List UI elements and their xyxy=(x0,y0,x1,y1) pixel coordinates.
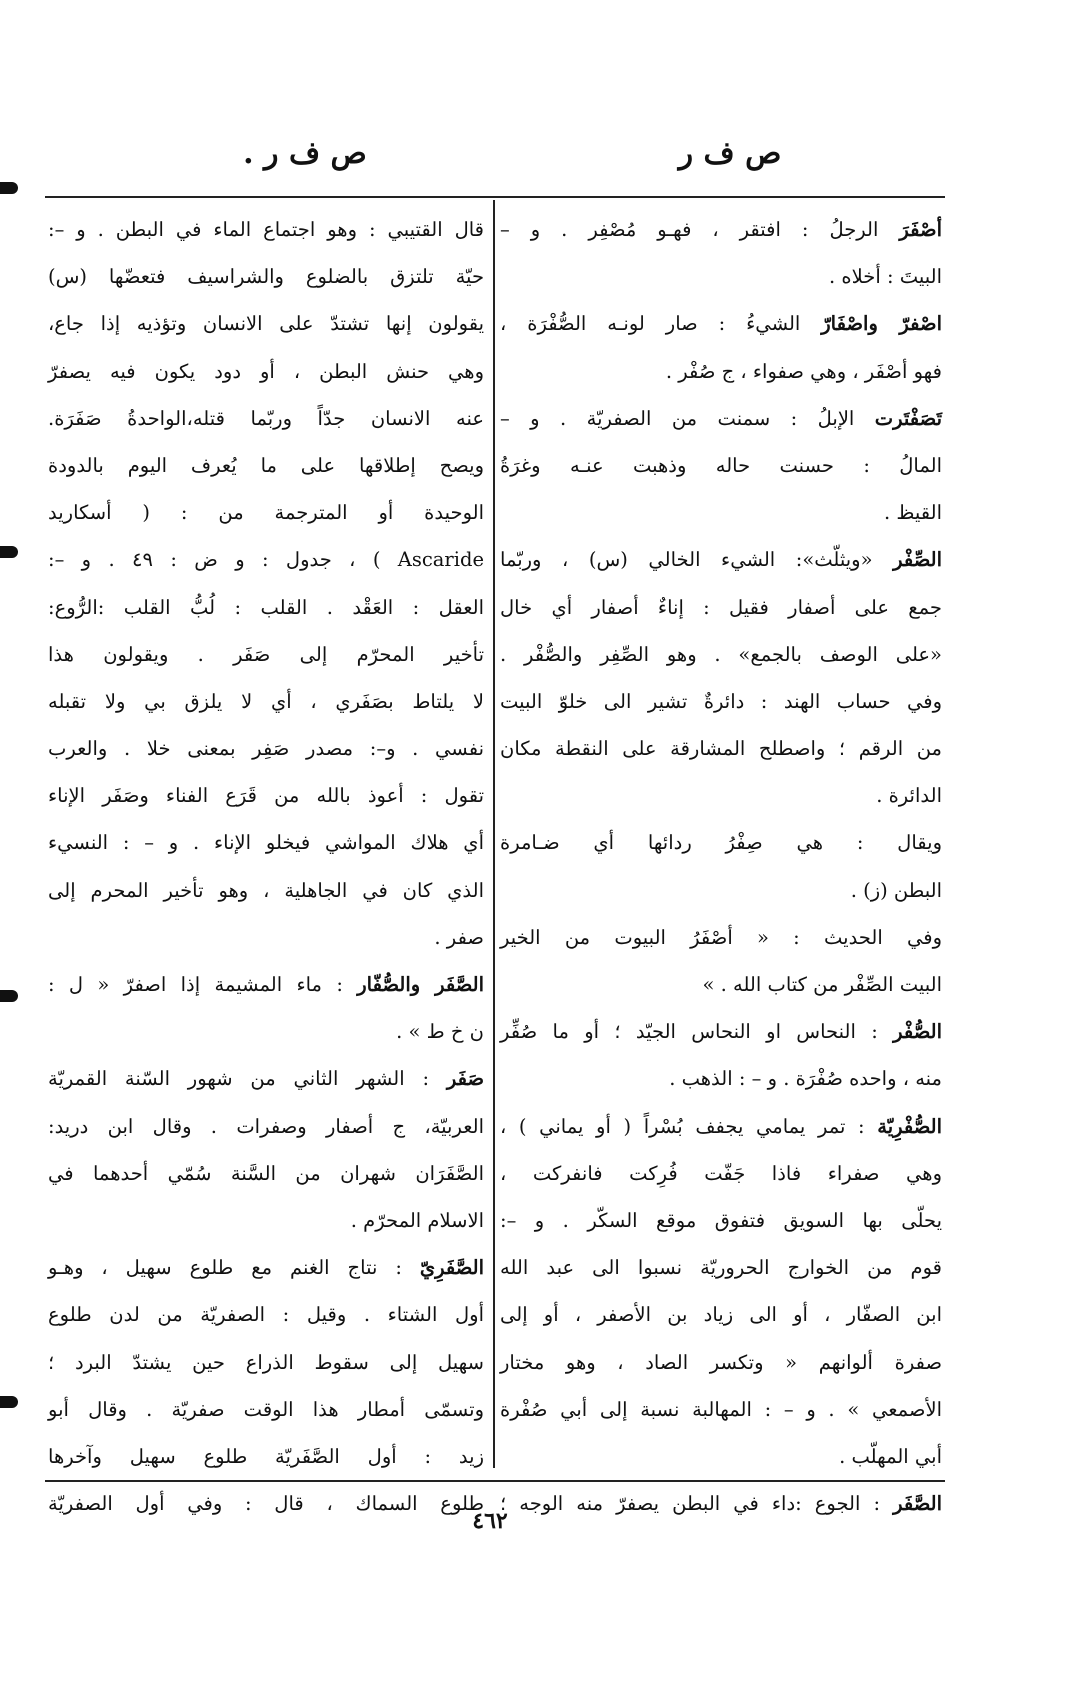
text-line xyxy=(48,206,484,253)
line-text: : ماء المشيمة إذا اصفرّ « ل : xyxy=(48,973,343,996)
line-text: الشيءُ : صار لونـه الصُّفْرَة ، xyxy=(500,312,801,336)
text-line xyxy=(500,395,942,442)
line-text: الصَّفَرَان شهران من السَّنة سُمّي أحدهما في xyxy=(48,1161,484,1185)
text-line xyxy=(500,1055,942,1102)
line-text: زيد : أول الصَّفَريّة طلوع سهيل وآخرها xyxy=(48,1444,484,1468)
line-text: وفي حساب الهند : دائرةٌ تشير الى خلوّ البيت xyxy=(500,689,942,713)
line-text: ابن الصفّار ، أو الى زياد بن الأصفر ، أو إلى xyxy=(500,1303,942,1327)
line-text: الذي كان في الجاهلية ، وهو تأخير المحرم إلى xyxy=(48,878,484,902)
header-root-left: ص ف ر . xyxy=(243,136,367,171)
text-line xyxy=(500,1008,942,1055)
page-number: ٤٦٢ xyxy=(472,1508,508,1534)
line-text: قال القتيبي : وهو اجتماع الماء في البطن . و –: xyxy=(48,218,484,241)
header-root-right: ص ف ر xyxy=(678,136,782,171)
line-text: العقل : العَقْد . القلب : لُبُّ القلب :الرُّوع: xyxy=(48,595,484,619)
margin-tab-mark xyxy=(0,1396,18,1408)
line-text: صفرة ألوانهم « وتكسر الصاد ، وهو مختار xyxy=(500,1350,942,1374)
entry-headword: اصْفرّ واصْفَارّ xyxy=(821,312,942,336)
text-line xyxy=(48,395,484,442)
text-line xyxy=(48,1055,484,1102)
text-line xyxy=(48,1339,484,1386)
line-text: طلوع السماك ، قال : وفي أول الصفريّة xyxy=(48,1492,484,1516)
line-text: : الجوع :داء في البطن يصفرّ منه الوجه ؛ xyxy=(500,1492,881,1516)
text-line xyxy=(500,867,942,914)
line-text: : الشهر الثاني من شهور السّنة القمريّة xyxy=(48,1067,430,1091)
line-text: صفر . xyxy=(434,925,484,949)
text-line xyxy=(48,725,484,772)
text-line xyxy=(500,536,942,583)
line-text: Ascaride ) ، جدول : و ض : ٤٩ . و –: xyxy=(48,548,485,572)
text-line xyxy=(48,348,484,395)
line-text: الوحيدة أو المترجمة من : ( أسكاريد xyxy=(48,501,484,525)
text-line xyxy=(48,961,484,1008)
text-line xyxy=(500,772,942,819)
line-text: قوم من الخوارج الحروريّة نسبوا الى عبد الله xyxy=(500,1256,942,1280)
text-line xyxy=(48,631,484,678)
text-line xyxy=(500,442,942,489)
text-line xyxy=(48,914,484,961)
line-text: تأخير المحرّم إلى صَفَر . ويقولون هذا xyxy=(48,642,484,666)
text-line xyxy=(48,1433,484,1480)
line-text: سهيل إلى سقوط الذراع حين يشتدّ البرد ؛ xyxy=(48,1350,484,1374)
right-column xyxy=(500,206,943,1516)
line-text: وهي صفراء فاذا جَفّت فُرِكت فانفركت ، xyxy=(500,1161,942,1185)
line-text: وهي حنش البطن ، أو دود يكون فيه يصفرّ xyxy=(48,359,484,383)
text-line xyxy=(48,819,484,866)
text-line xyxy=(48,1150,484,1197)
text-line xyxy=(48,1008,484,1055)
line-text: القيظ . xyxy=(883,501,942,525)
line-text: العربيّة، ج أصفار وصفرات . وقال ابن دريد: xyxy=(48,1114,484,1138)
line-text: من الرقم ؛ واصطلح المشارقة على النقطة مكان xyxy=(500,737,942,761)
text-line xyxy=(48,1244,484,1291)
text-line xyxy=(500,489,942,536)
text-line xyxy=(500,819,942,866)
text-line xyxy=(48,678,484,725)
line-text: البيتَ : أخلاه . xyxy=(829,265,942,289)
text-line xyxy=(48,253,484,300)
text-line xyxy=(500,348,942,395)
text-line xyxy=(48,1103,484,1150)
text-line xyxy=(500,1103,942,1150)
line-text: منه ، واحده صُفْرَة . و – : الذهب . xyxy=(669,1067,942,1091)
line-text: : تمر يمامي يجفف بُسْراً ( أو يماني ) ، xyxy=(500,1114,865,1138)
text-line xyxy=(48,1480,484,1527)
text-line xyxy=(48,489,484,536)
entry-headword: الصَّفَر xyxy=(893,1492,942,1516)
margin-tab-mark xyxy=(0,990,18,1002)
text-line xyxy=(500,1433,942,1480)
line-text: «ويثلّث»: الشيء الخالي (س) ، وربّما xyxy=(500,548,873,572)
text-line xyxy=(500,1291,942,1338)
line-text: الإبلُ : سمنت من الصفريّة . و – xyxy=(500,406,855,430)
line-text: يقولون إنها تشتدّ على الانسان وتؤذيه إذا جاع، xyxy=(48,312,484,336)
column-divider xyxy=(493,200,495,1468)
entry-headword: الصَّفَرِيّ xyxy=(419,1256,485,1280)
line-text: البيت الصِّفْر من كتاب الله . » xyxy=(702,973,942,996)
line-text: فهو أصْفَر ، وهي صفواء ، ج صُفْر . xyxy=(665,359,942,383)
text-line xyxy=(48,536,484,583)
entry-headword: تَصَفْتَرت xyxy=(874,406,942,430)
line-text: أي هلاك المواشي فيخلو الإناء . و – : النسيء xyxy=(48,831,484,855)
text-line xyxy=(500,725,942,772)
text-line xyxy=(500,1197,942,1244)
line-text: : النحاس او النحاس الجيّد ؛ أو ما صُفِّر xyxy=(500,1020,878,1044)
margin-tab-mark xyxy=(0,546,18,558)
entry-headword: الصَّفَر والصُّفّار xyxy=(357,973,484,996)
line-text: ويقال : هي صِفْرُ ردائها أي ضـامرة xyxy=(500,831,942,855)
text-line xyxy=(48,1386,484,1433)
line-text: يحلّى بها السويق فتفوق موقع السكّر . و –: xyxy=(500,1208,942,1232)
line-text: وتسمّى أمطار هذا الوقت صفريّة . وقال أبو xyxy=(48,1397,484,1421)
line-text: الأصمعي » . و – : المهالبة نسبة إلى أبي صُفْرة xyxy=(500,1397,942,1421)
line-text: ن خ ط » . xyxy=(396,1020,484,1044)
text-line xyxy=(500,206,942,253)
entry-headword: الصِّفْر xyxy=(893,548,942,572)
text-line xyxy=(48,442,484,489)
entry-headword: الصُّفْر xyxy=(893,1020,943,1044)
text-line xyxy=(48,1197,484,1244)
entry-headword: الصُّفْرِيّة xyxy=(877,1114,943,1138)
text-line xyxy=(500,678,942,725)
line-text: «على الوصف بالجمع» . وهو الصِّفِر والصُّفْر . xyxy=(500,642,942,666)
text-line xyxy=(500,1150,942,1197)
line-text: أول الشتاء . وقيل : الصفريّة من لدن طلوع xyxy=(48,1303,484,1327)
line-text: وفي الحديث : « أصْفَرُ البيوت من الخير xyxy=(500,925,942,949)
text-line xyxy=(48,300,484,347)
text-line xyxy=(500,253,942,300)
line-text: الرجلُ : افتقر ، فهـو مُصْفِر . و – xyxy=(500,218,879,241)
text-line xyxy=(500,1339,942,1386)
line-text: ويصح إطلاقها على ما يُعرف اليوم بالدودة xyxy=(48,453,484,477)
line-text: : نتاج الغنم مع طلوع سهيل ، وهـو xyxy=(48,1256,402,1280)
line-text: لا يلتاط بصَفَري ، أي لا يلزق بي ولا تقبله xyxy=(48,689,484,713)
line-text: المالُ : حسنت حاله وذهبت عنـه وغرَةُ xyxy=(500,453,942,477)
left-column xyxy=(48,206,485,1516)
text-line xyxy=(500,631,942,678)
line-text: نفسي . و–: مصدر صَفِر بمعنى خلا . والعرب xyxy=(48,737,484,761)
bottom-rule xyxy=(45,1480,945,1482)
line-text: حيّة تلتزق بالضلوع والشراسيف فتعضّها (س) xyxy=(48,265,484,289)
line-text: أبي المهلّب . xyxy=(839,1444,942,1468)
text-line xyxy=(500,961,942,1008)
text-line xyxy=(48,584,484,631)
text-line xyxy=(48,867,484,914)
text-line xyxy=(500,300,942,347)
text-line xyxy=(500,584,942,631)
line-text: عنه الانسان جدّاً وربّما قتله،الواحدةُ صَفَرَة. xyxy=(48,406,484,430)
line-text: تقول : أعوذ بالله من قَرَع الفناء وصَفَر الإناء xyxy=(48,784,484,808)
text-line xyxy=(500,1480,942,1527)
text-line xyxy=(48,772,484,819)
line-text: البطن (ز) . xyxy=(850,878,942,902)
text-line xyxy=(500,1244,942,1291)
top-rule xyxy=(45,196,945,198)
text-line xyxy=(500,914,942,961)
line-text: الدائرة . xyxy=(876,784,942,808)
line-text: الاسلام المحرّم . xyxy=(350,1208,484,1232)
margin-tab-mark xyxy=(0,182,18,194)
line-text: جمع على أصفار فقيل : إناءٌ أصفار أي خال xyxy=(500,595,942,619)
text-line xyxy=(500,1386,942,1433)
entry-headword: أصْفَرَ xyxy=(899,218,942,241)
entry-headword: صَفَر xyxy=(446,1067,485,1091)
text-line xyxy=(48,1291,484,1338)
